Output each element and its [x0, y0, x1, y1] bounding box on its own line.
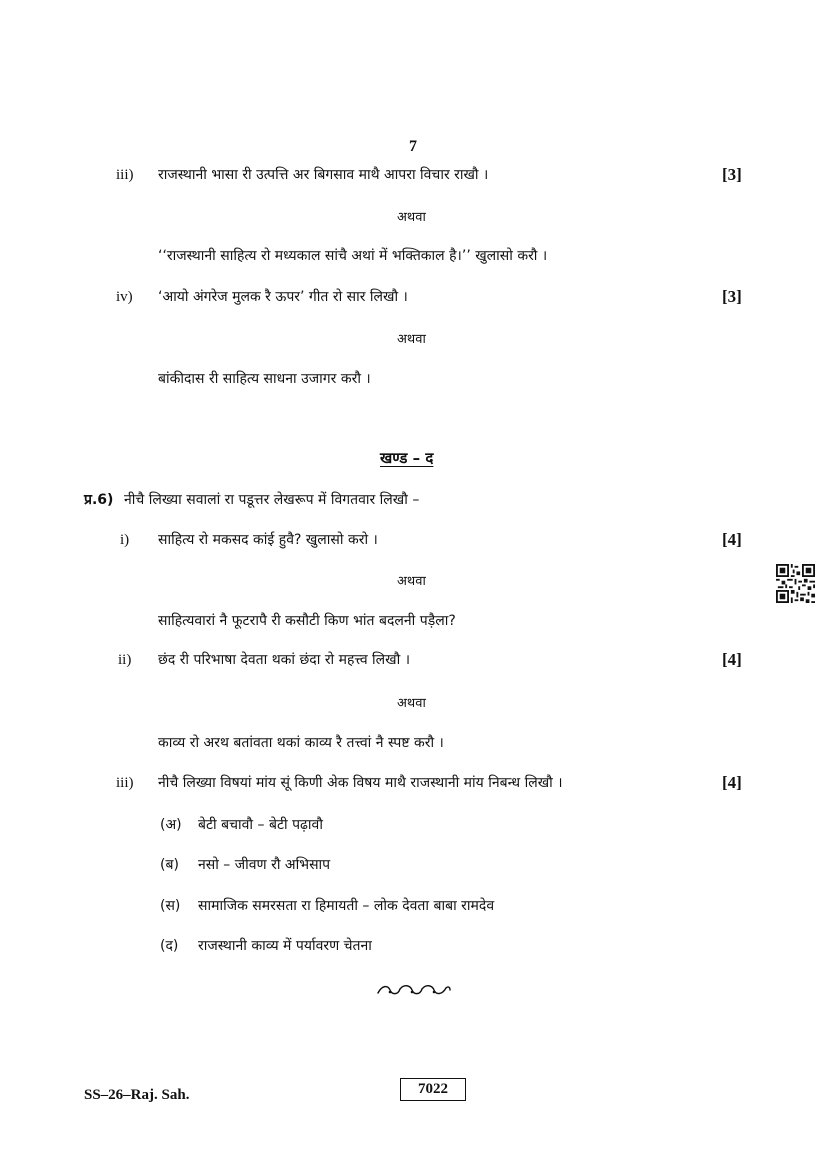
marks: [4]	[722, 650, 742, 669]
or-label: अथवा	[397, 210, 426, 225]
alternative-question-text: बांकीदास री साहित्य साधना उजागर करौ ।	[158, 371, 371, 387]
paper-number-box: 7022	[400, 1078, 466, 1101]
alternative-question-text: ‘‘राजस्थानी साहित्य रो मध्यकाल सांचै अथां में भक्तिकाल है।’’ खुलासो करौ ।	[158, 248, 548, 264]
option-label: (स)	[160, 898, 181, 914]
marks: [4]	[722, 530, 742, 549]
option-label: (अ)	[160, 817, 182, 833]
question-text: राजस्थानी भासा री उत्पत्ति अर बिगसाव माथै आपरा विचार राखौ ।	[158, 167, 489, 183]
question-text: साहित्य रो मकसद कांई हुवै? खुलासो करो ।	[158, 532, 378, 548]
or-label: अथवा	[397, 332, 426, 347]
or-label: अथवा	[397, 696, 426, 711]
or-label: अथवा	[397, 574, 426, 589]
end-ornament-icon	[376, 983, 452, 997]
option-text: सामाजिक समरसता रा हिमायती – लोक देवता बाबा रामदेव	[198, 898, 495, 914]
question-text: छंद री परिभाषा देवता थकां छंदा रो महत्त्व लिखौ ।	[158, 652, 411, 668]
section-heading: खण्ड – द	[380, 449, 434, 467]
question-text: नीचै लिख्या विषयां मांय सूं किणी अेक विषय माथै राजस्थानी मांय निबन्ध लिखौ ।	[158, 775, 563, 791]
question-text: ‘आयो अंगरेज मुलक रै ऊपर’ गीत रो सार लिखौ ।	[158, 289, 408, 305]
question-number: प्र.6)	[84, 492, 114, 508]
question-number: ii)	[118, 652, 132, 668]
question-number: iii)	[116, 775, 134, 791]
question-instruction: नीचै लिख्या सवालां रा पडूत्तर लेखरूप में विगतवार लिखौ –	[124, 492, 420, 508]
option-label: (द)	[160, 938, 179, 954]
question-number: iii)	[116, 167, 134, 183]
option-text: बेटी बचावौ – बेटी पढ़ावौ	[198, 817, 323, 833]
question-number: i)	[120, 532, 130, 548]
option-label: (ब)	[160, 857, 179, 873]
question-number: iv)	[116, 289, 133, 305]
marks: [3]	[722, 287, 742, 306]
marks: [4]	[722, 773, 742, 792]
paper-code: SS–26–Raj. Sah.	[84, 1087, 190, 1103]
qr-code-icon	[776, 564, 815, 603]
marks: [3]	[722, 165, 742, 184]
page-number: 7	[409, 138, 417, 155]
option-text: नसो – जीवण रौ अभिसाप	[198, 857, 331, 873]
alternative-question-text: साहित्यवारां नै फूटरापै री कसौटी किण भांत बदलनी पड़ैला?	[158, 613, 456, 629]
option-text: राजस्थानी काव्य में पर्यावरण चेतना	[198, 938, 372, 954]
alternative-question-text: काव्य रो अरथ बतांवता थकां काव्य रै तत्त्वां नै स्पष्ट करौ ।	[158, 735, 444, 751]
